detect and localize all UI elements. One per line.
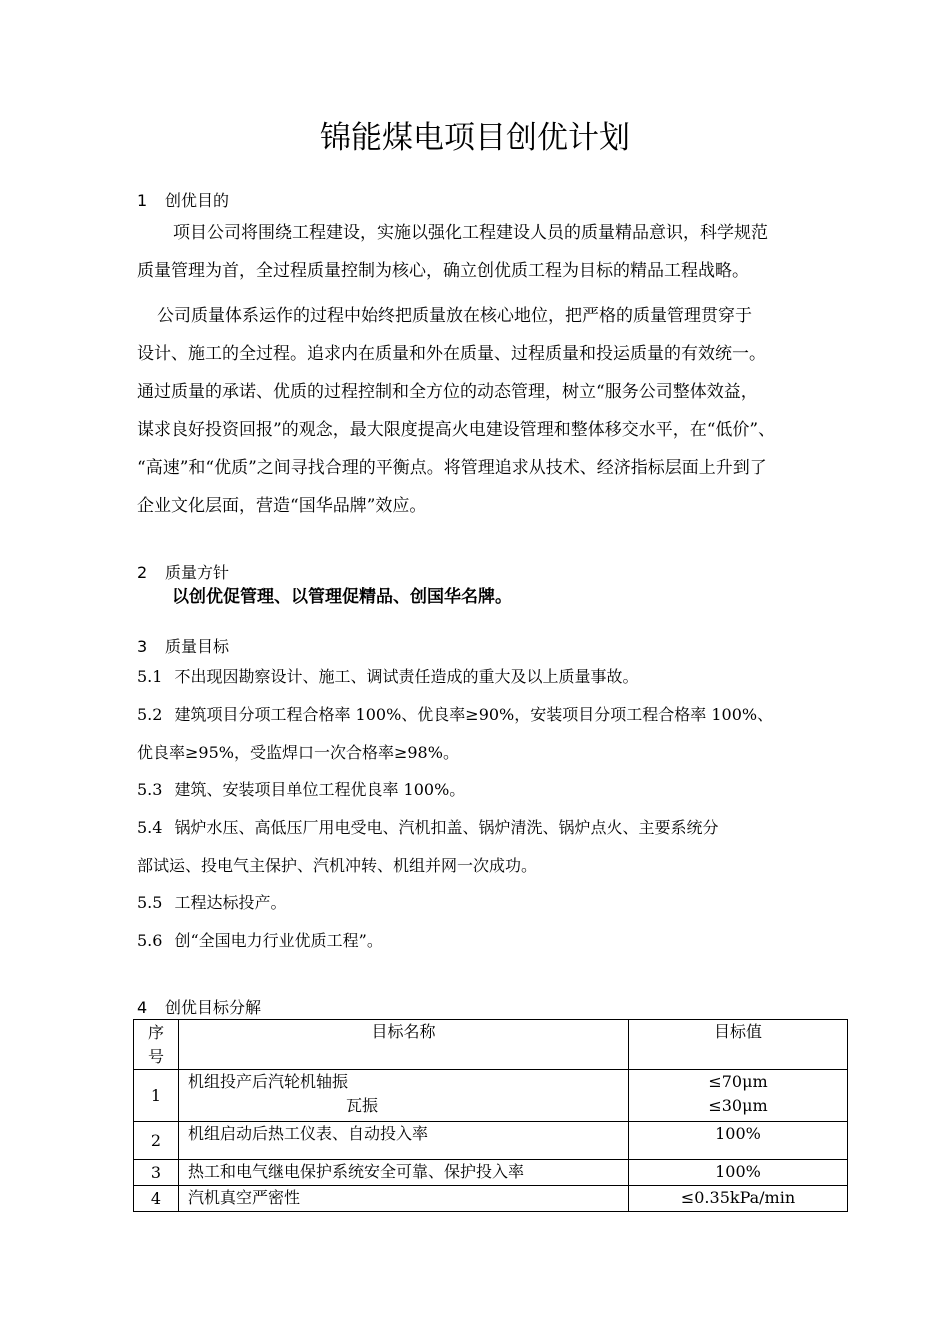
item-text: 工程达标投产。	[174, 893, 287, 912]
header-cell-value: 目标值	[629, 1020, 848, 1070]
section-1-paragraph-1	[137, 214, 837, 290]
item-text: 创“全国电力行业优质工程”。	[174, 931, 383, 950]
item-number: 5.6	[137, 931, 163, 950]
header-no-char-2: 号	[147, 1046, 164, 1066]
section-number: 3	[137, 637, 148, 656]
row-number: 1	[134, 1070, 179, 1122]
paragraph-line: 质量管理为首，全过程质量控制为核心，确立创优质工程为目标的精品工程战略。	[137, 261, 749, 281]
header-cell-no	[134, 1020, 179, 1070]
item-text-continued: 优良率≥95%，受监焊口一次合格率≥98%。	[137, 743, 459, 762]
section-number: 1	[137, 191, 148, 210]
table-row	[134, 1160, 848, 1186]
goal-breakdown-table	[133, 1019, 848, 1212]
quality-policy-slogan: 以创优促管理、以管理促精品、创国华名牌。	[172, 587, 512, 607]
section-title: 创优目标分解	[165, 998, 262, 1017]
row-target-value: 100%	[629, 1160, 848, 1186]
paragraph-line: 项目公司将围绕工程建设，实施以强化工程建设人员的质量精品意识，科学规范	[173, 223, 768, 243]
row-target-value: 100%	[629, 1122, 848, 1160]
paragraph-line: 企业文化层面，营造“国华品牌”效应。	[137, 496, 427, 516]
table-row	[134, 1186, 848, 1212]
quality-goal-item	[137, 922, 847, 960]
section-2-heading	[137, 562, 229, 584]
item-text: 锅炉水压、高低压厂用电受电、汽机扣盖、锅炉清洗、锅炉点火、主要系统分	[174, 818, 719, 837]
item-number: 5.2	[137, 705, 163, 724]
section-1-heading	[137, 190, 229, 212]
row-target-name: 机组启动后热工仪表、自动投入率	[179, 1122, 629, 1160]
row-number: 3	[134, 1160, 179, 1186]
item-text-continued: 部试运、投电气主保护、汽机冲转、机组并网一次成功。	[137, 856, 538, 875]
table-row	[134, 1070, 848, 1122]
row-target-name: 热工和电气继电保护系统安全可靠、保护投入率	[179, 1160, 629, 1186]
row-target-value: ≤0.35kPa/min	[629, 1186, 848, 1212]
document-title: 锦能煤电项目创优计划	[320, 120, 630, 156]
quality-goal-item	[137, 696, 847, 772]
quality-goal-item	[137, 658, 847, 696]
table-header-row	[134, 1020, 848, 1070]
paragraph-line: 设计、施工的全过程。追求内在质量和外在质量、过程质量和投运质量的有效统一。	[137, 344, 766, 364]
item-number: 5.3	[137, 780, 163, 799]
section-1-paragraph-2	[137, 297, 837, 525]
row-number: 2	[134, 1122, 179, 1160]
header-cell-name: 目标名称	[179, 1020, 629, 1070]
section-4-heading	[137, 997, 261, 1019]
section-title: 创优目的	[165, 191, 230, 210]
section-title: 质量方针	[165, 563, 230, 582]
target-value-subline: ≤30μm	[708, 1096, 768, 1115]
table-row	[134, 1122, 848, 1160]
section-3-heading	[137, 636, 229, 658]
section-title: 质量目标	[165, 637, 230, 656]
target-name-line: 机组投产后汽轮机轴振	[188, 1072, 349, 1091]
paragraph-line: 通过质量的承诺、优质的过程控制和全方位的动态管理，树立“服务公司整体效益，	[137, 382, 758, 402]
paragraph-line: 谋求良好投资回报”的观念，最大限度提高火电建设管理和整体移交水平，在“低价”、	[137, 420, 776, 440]
item-text: 建筑项目分项工程合格率 100%、优良率≥90%，安装项目分项工程合格率 100%、	[174, 705, 774, 724]
item-number: 5.1	[137, 667, 163, 686]
section-number: 4	[137, 998, 148, 1017]
section-number: 2	[137, 563, 148, 582]
row-number: 4	[134, 1186, 179, 1212]
target-name-subline: 瓦振	[346, 1096, 379, 1115]
paragraph-line: “高速”和“优质”之间寻找合理的平衡点。将管理追求从技术、经济指标层面上升到了	[137, 458, 767, 478]
quality-goal-item	[137, 884, 847, 922]
item-number: 5.5	[137, 893, 163, 912]
row-target-value	[629, 1070, 848, 1122]
item-number: 5.4	[137, 818, 163, 837]
row-target-name: 汽机真空严密性	[179, 1186, 629, 1212]
row-target-name	[179, 1070, 629, 1122]
item-text: 不出现因勘察设计、施工、调试责任造成的重大及以上质量事故。	[174, 667, 639, 686]
item-text: 建筑、安装项目单位工程优良率 100%。	[174, 780, 466, 799]
header-no-char-1: 序	[147, 1022, 164, 1042]
quality-goal-item	[137, 771, 847, 809]
paragraph-line: 公司质量体系运作的过程中始终把质量放在核心地位，把严格的质量管理贯穿于	[157, 306, 752, 326]
target-value-line: ≤70μm	[708, 1072, 768, 1091]
quality-goal-item	[137, 809, 847, 885]
